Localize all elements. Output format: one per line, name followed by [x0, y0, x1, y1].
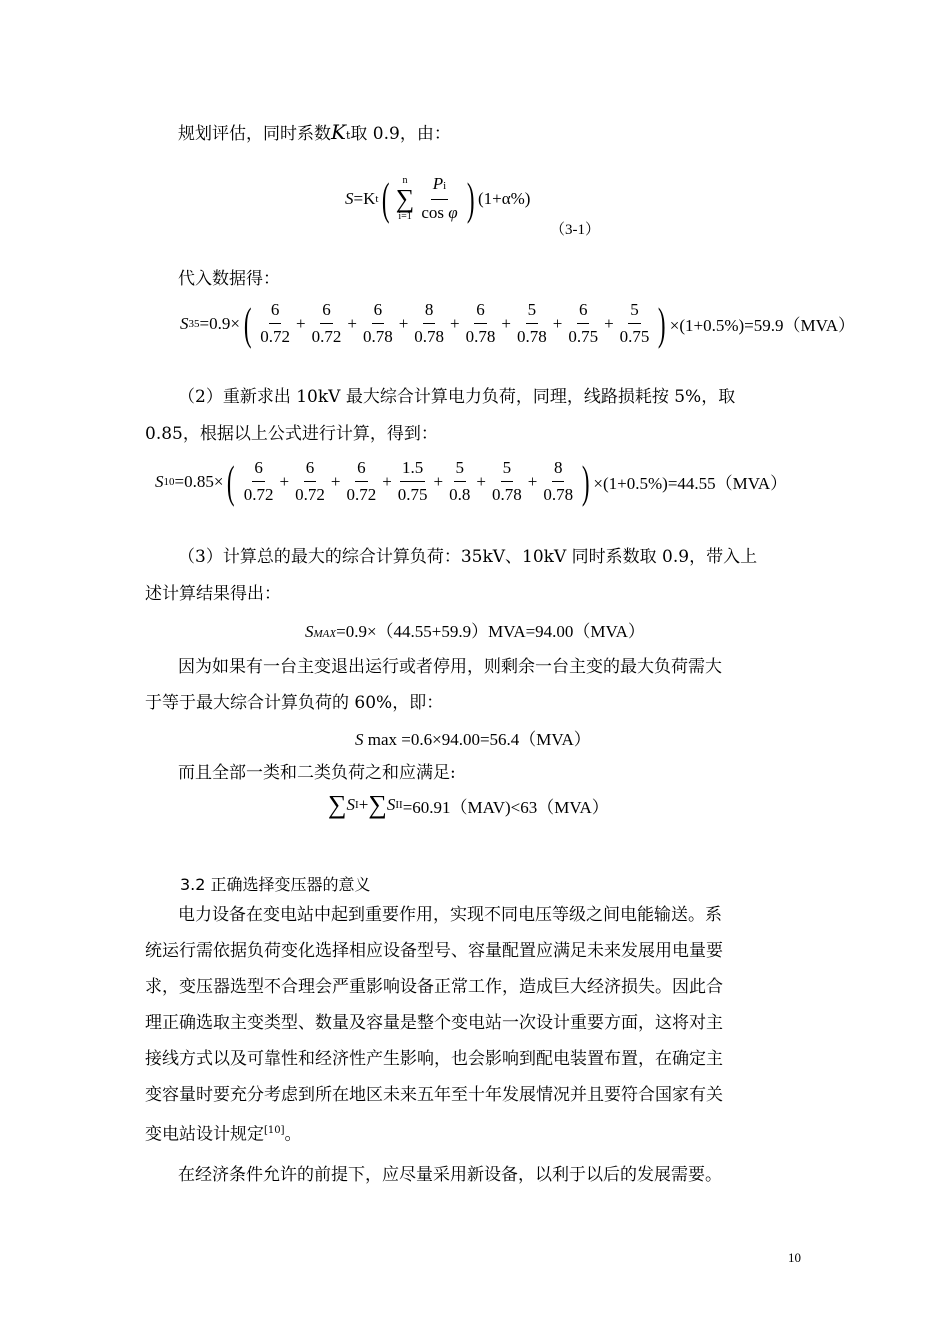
para3-line2: 述计算结果得出： [145, 584, 281, 604]
intro-text-pre: 规划评估，同时系数 [178, 124, 331, 144]
intro-text-post: 取 0.9，由： [350, 124, 451, 144]
sum-s2-sub: II [395, 799, 403, 811]
s10-equation [155, 455, 788, 507]
sum-rest: =60.91（MAV)<63（MVA） [402, 797, 609, 817]
smax2-lhs: S [355, 730, 364, 749]
formula-kt-sub: t [375, 192, 379, 205]
citation-ref: [10] [264, 1125, 285, 1136]
fraction-denominator: 0.72 [295, 485, 325, 504]
fraction-denominator: 0.78 [516, 327, 547, 346]
smax2-equation [355, 725, 591, 750]
s35-fraction [310, 300, 344, 347]
body-last-text: 变电站设计规定 [145, 1124, 264, 1145]
fraction-numerator: 1.5 [400, 458, 425, 482]
fraction-denominator: 0.72 [346, 485, 377, 504]
para2-line1: （2）重新求出 10kV 最大综合计算电力负荷，同理，线路损耗按 5%，取 [178, 387, 736, 407]
body-line: 变容量时要充分考虑到所在地区未来五年至十年发展情况并且要符合国家有关 [145, 1085, 723, 1105]
formula-fraction: $\frac{Pi}{\text{cos φ}}$ [421, 174, 458, 222]
s35-lhs: S [180, 313, 189, 333]
right-paren: ) [581, 455, 590, 507]
smax-rest: =0.9×（44.55+59.9）MVA=94.00（MVA） [336, 622, 645, 641]
s35-fraction [618, 300, 652, 347]
para4-line1: 因为如果有一台主变退出运行或者停用，则剩余一台主变的最大负荷需大 [178, 657, 722, 677]
formula-num-sub: i [443, 180, 447, 192]
formula-label: （3-1） [550, 222, 600, 238]
formula-eq: =K [353, 188, 376, 208]
s10-fraction [396, 458, 430, 505]
sum-plus: + [358, 795, 369, 814]
fraction-denominator: 0.72 [311, 327, 342, 346]
body-line: 统运行需依据负荷变化选择相应设备型号、容量配置应满足未来发展用电量要 [145, 941, 723, 961]
section-heading: 3.2 正确选择变压器的意义 [180, 875, 371, 894]
fraction-numerator: 6 [252, 458, 265, 482]
sigma-icon: ∑ [368, 790, 387, 819]
right-paren: ) [466, 172, 475, 224]
s10-coef: =0.85× [174, 471, 224, 491]
fraction-numerator: 6 [372, 300, 385, 324]
formula-tail: (1+α%) [477, 188, 531, 208]
formula-num: P [432, 174, 444, 193]
s35-fraction [361, 300, 395, 347]
para5: 而且全部一类和二类负荷之和应满足: [178, 763, 456, 783]
formula-3-1 [345, 174, 530, 223]
sum-s1: S [346, 795, 356, 814]
fraction-denominator: 0.78 [465, 327, 496, 346]
smax-lhs-sub: MAX [313, 628, 337, 640]
final-paragraph: 在经济条件允许的前提下，应尽量采用新设备，以利于以后的发展需要。 [178, 1165, 722, 1185]
plus-sign: + [552, 313, 563, 333]
fraction-numerator: 5 [526, 300, 539, 324]
body-last-end: 。 [284, 1124, 302, 1145]
s35-coef: =0.9× [199, 313, 240, 333]
sum-bottom: i=1 [398, 210, 412, 222]
body-line-last [145, 1114, 302, 1152]
sum-top: n [402, 174, 408, 186]
fraction-denominator: 0.78 [414, 327, 445, 346]
s35-fraction-list [255, 300, 654, 347]
s35-tail: ×(1+0.5%)=59.9（MVA） [669, 316, 855, 335]
s35-fraction [464, 300, 498, 347]
fraction-numerator: 6 [355, 458, 368, 482]
page-number: 10 [788, 1250, 801, 1265]
fraction-denominator: 0.75 [397, 485, 428, 504]
plus-sign: + [382, 471, 392, 491]
s10-lhs-sub: 10 [163, 475, 175, 488]
para2-line2: 0.85，根据以上公式进行计算，得到： [145, 424, 438, 444]
plus-sign: + [347, 313, 357, 333]
sum-s2: S [386, 795, 396, 814]
sigma-icon: ∑ [328, 790, 347, 819]
plus-sign: + [330, 471, 341, 491]
left-paren: ( [227, 455, 235, 507]
right-paren: ) [658, 297, 666, 349]
s35-equation [180, 297, 855, 349]
formula-den: cos [421, 203, 444, 222]
plus-sign: + [433, 471, 444, 491]
fraction-numerator: 6 [474, 300, 487, 324]
fraction-denominator: 0.78 [543, 485, 574, 504]
fraction-denominator: 0.75 [568, 327, 599, 346]
para3-line1: （3）计算总的最大的综合计算负荷：35kV、10kV 同时系数取 0.9，带入上 [178, 547, 758, 567]
smax-lhs: S [305, 622, 314, 641]
plus-sign: + [476, 471, 486, 491]
s10-fraction [447, 458, 472, 505]
fraction-numerator: 8 [552, 458, 565, 482]
plus-sign: + [450, 313, 460, 333]
substitute-intro: 代入数据得： [178, 269, 280, 289]
s10-fraction [344, 458, 378, 505]
body-line: 求，变压器选型不合理会严重影响设备正常工作，造成巨大经济损失。因此合 [145, 977, 723, 997]
s10-fraction-list [239, 458, 578, 505]
summation [396, 176, 415, 222]
s35-fraction [515, 300, 549, 347]
fraction-denominator: 0.72 [243, 485, 274, 504]
para4-line2: 于等于最大综合计算负荷的 60%，即： [145, 693, 444, 713]
fraction-numerator: 6 [320, 300, 333, 324]
coefficient-k-sub: t [345, 129, 351, 142]
fraction-numerator: 6 [304, 458, 317, 482]
s10-fraction [541, 458, 575, 505]
sum-equation [328, 792, 609, 818]
intro-line [178, 115, 451, 153]
s10-fraction [490, 458, 524, 505]
plus-sign: + [279, 471, 290, 491]
plus-sign: + [296, 313, 306, 333]
fraction-denominator: 0.78 [362, 327, 393, 346]
fraction-numerator: 6 [269, 300, 282, 324]
plus-sign: + [398, 313, 409, 333]
s35-fraction [412, 300, 446, 347]
s35-fraction [566, 300, 600, 347]
smax-equation [305, 617, 645, 642]
body-line: 接线方式以及可靠性和经济性产生影响，也会影响到配电装置布置，在确定主 [145, 1049, 723, 1069]
fraction-numerator: 5 [501, 458, 514, 482]
fraction-denominator: 0.72 [260, 327, 291, 346]
s10-tail: ×(1+0.5%)=44.55（MVA） [593, 474, 788, 493]
smax2-rest: max =0.6×94.00=56.4（MVA） [363, 730, 591, 749]
fraction-numerator: 8 [423, 300, 436, 324]
left-paren: ( [382, 172, 390, 224]
fraction-denominator: 0.8 [449, 485, 471, 504]
s35-lhs-sub: 35 [188, 317, 200, 330]
body-line: 电力设备在变电站中起到重要作用，实现不同电压等级之间电能输送。系 [178, 905, 722, 925]
s10-lhs: S [155, 471, 164, 491]
plus-sign: + [501, 313, 511, 333]
fraction-numerator: 6 [577, 300, 590, 324]
coefficient-k: K [331, 120, 346, 144]
plus-sign: + [604, 313, 614, 333]
fraction-denominator: 0.75 [619, 327, 650, 346]
fraction-numerator: 5 [454, 458, 467, 482]
plus-sign: + [527, 471, 538, 491]
left-paren: ( [243, 297, 252, 349]
formula-lhs: S [345, 188, 354, 208]
fraction-denominator: 0.78 [491, 485, 522, 504]
s10-fraction [242, 458, 276, 505]
sigma-icon: ∑ [395, 183, 415, 213]
sum-s1-sub: I [355, 799, 359, 811]
fraction-numerator: 5 [628, 300, 641, 324]
body-line: 理正确选取主变类型、数量及容量是整个变电站一次设计重要方面，这将对主 [145, 1013, 723, 1033]
s35-fraction [258, 300, 292, 347]
s10-fraction [293, 458, 327, 505]
